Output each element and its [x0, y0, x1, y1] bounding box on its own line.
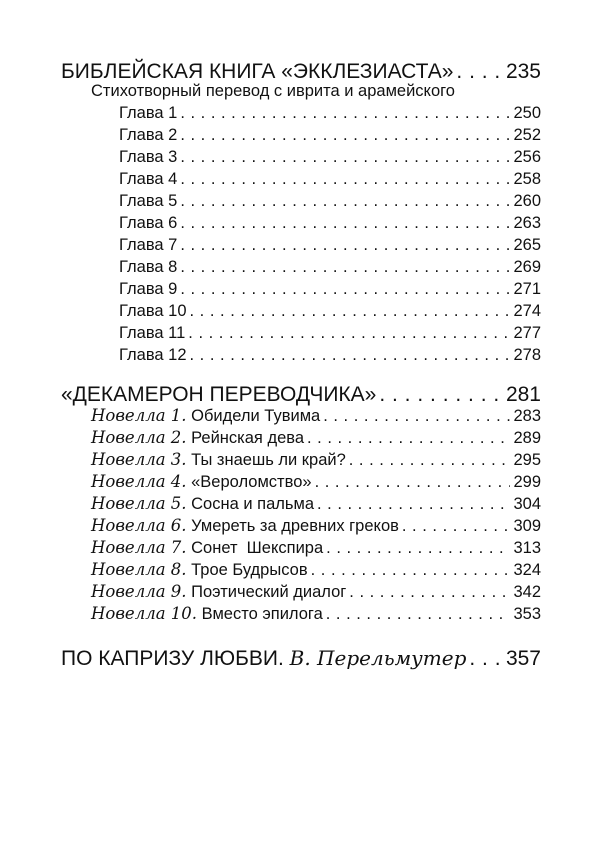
chapter-label: Глава 12 [119, 346, 187, 364]
toc-entry-page: 281 [505, 383, 541, 406]
toc-entry-title: «ДЕКАМЕРОН ПЕРЕВОДЧИКА» [61, 383, 377, 406]
chapter-page: 265 [513, 236, 541, 254]
toc-chapter-7[interactable] [119, 236, 541, 255]
toc-chapter-10[interactable] [119, 302, 541, 321]
novella-title: Трое Будрысов [191, 561, 308, 579]
chapter-label: Глава 1 [119, 104, 178, 122]
chapter-label: Глава 9 [119, 280, 178, 298]
toc-entry-ecclesiastes[interactable] [61, 60, 541, 84]
novella-title: «Вероломство» [191, 473, 312, 491]
dot-leader [180, 236, 510, 255]
toc-chapter-1[interactable] [119, 104, 541, 123]
chapter-label: Глава 5 [119, 192, 178, 210]
toc-entry-page: 235 [505, 60, 541, 83]
chapter-label: Глава 6 [119, 214, 178, 232]
novella-prefix: Новелла 7. [91, 538, 187, 557]
dot-leader [469, 647, 503, 671]
chapter-label: Глава 2 [119, 126, 178, 144]
novella-page: 289 [513, 429, 541, 447]
dot-leader [317, 495, 510, 514]
dot-leader [180, 170, 510, 189]
chapter-page: 250 [513, 104, 541, 122]
toc-entry-page: 357 [505, 647, 541, 670]
novella-prefix: Новелла 1. [91, 406, 187, 425]
novella-prefix: Новелла 6. [91, 516, 187, 535]
novella-title: Сонет Шекспира [191, 539, 324, 557]
novella-page: 324 [513, 561, 541, 579]
dot-leader [190, 346, 511, 365]
chapter-page: 256 [513, 148, 541, 166]
toc-entry-decameron[interactable] [61, 383, 541, 407]
novella-prefix: Новелла 3. [91, 450, 187, 469]
toc-novella-6[interactable] [91, 516, 541, 536]
toc-entry-title: ПО КАПРИЗУ ЛЮБВИ. [61, 647, 284, 670]
dot-leader [379, 383, 503, 407]
dot-leader [180, 104, 510, 123]
chapter-label: Глава 7 [119, 236, 178, 254]
toc-entry-title: БИБЛЕЙСКАЯ КНИГА «ЭККЛЕЗИАСТА» [61, 60, 454, 83]
section-subtitle: Стихотворный перевод с иврита и арамейского [91, 82, 455, 100]
chapter-label: Глава 10 [119, 302, 187, 320]
dot-leader [315, 473, 511, 492]
chapter-page: 271 [513, 280, 541, 298]
toc-novella-8[interactable] [91, 560, 541, 580]
novella-prefix: Новелла 5. [91, 494, 187, 513]
chapter-page: 258 [513, 170, 541, 188]
chapter-label: Глава 8 [119, 258, 178, 276]
chapter-label: Глава 3 [119, 148, 178, 166]
dot-leader [402, 517, 511, 536]
toc-chapter-5[interactable] [119, 192, 541, 211]
chapter-page: 277 [513, 324, 541, 342]
novella-title: Поэтический диалог [191, 583, 347, 601]
novella-title: Умереть за древних греков [191, 517, 399, 535]
toc-chapter-12[interactable] [119, 346, 541, 365]
chapter-page: 263 [513, 214, 541, 232]
chapter-page: 278 [513, 346, 541, 364]
toc-novella-3[interactable] [91, 450, 541, 470]
dot-leader [349, 583, 510, 602]
novella-title: Сосна и пальма [191, 495, 314, 513]
toc-novella-7[interactable] [91, 538, 541, 558]
novella-page: 353 [513, 605, 541, 623]
chapter-page: 260 [513, 192, 541, 210]
toc-novella-4[interactable] [91, 472, 541, 492]
novella-prefix: Новелла 4. [91, 472, 187, 491]
dot-leader [307, 429, 510, 448]
dot-leader [180, 192, 510, 211]
chapter-label: Глава 11 [119, 324, 186, 342]
novella-page: 309 [513, 517, 541, 535]
toc-chapter-3[interactable] [119, 148, 541, 167]
novella-page: 313 [513, 539, 541, 557]
toc-novella-10[interactable] [91, 604, 541, 624]
dot-leader [326, 539, 510, 558]
novella-page: 304 [513, 495, 541, 513]
toc-entry-po-kaprizu-lyubvi[interactable] [61, 646, 541, 671]
novella-prefix: Новелла 10. [91, 604, 198, 623]
toc-chapter-9[interactable] [119, 280, 541, 299]
novella-page: 283 [513, 407, 541, 425]
toc-novella-5[interactable] [91, 494, 541, 514]
toc-chapter-8[interactable] [119, 258, 541, 277]
novella-page: 299 [513, 473, 541, 491]
novella-page: 342 [513, 583, 541, 601]
novella-title: Рейнская дева [191, 429, 304, 447]
novella-prefix: Новелла 8. [91, 560, 187, 579]
toc-chapter-11[interactable] [119, 324, 541, 343]
novella-title: Ты знаешь ли край? [191, 451, 346, 469]
toc-chapter-2[interactable] [119, 126, 541, 145]
dot-leader [180, 126, 510, 145]
novella-page: 295 [513, 451, 541, 469]
chapter-page: 252 [513, 126, 541, 144]
novella-prefix: Новелла 2. [91, 428, 187, 447]
novella-prefix: Новелла 9. [91, 582, 187, 601]
novella-title: Обидели Тувима [191, 407, 321, 425]
dot-leader [180, 214, 510, 233]
dot-leader [180, 148, 510, 167]
dot-leader [180, 258, 510, 277]
toc-novella-2[interactable] [91, 428, 541, 448]
dot-leader [190, 302, 511, 321]
novella-title: Вместо эпилога [201, 605, 323, 623]
dot-leader [326, 605, 511, 624]
toc-novella-1[interactable] [91, 406, 541, 426]
chapter-page: 274 [513, 302, 541, 320]
dot-leader [180, 280, 510, 299]
toc-entry-author: В. Перельмутер [289, 646, 467, 670]
dot-leader [456, 60, 503, 84]
chapter-label: Глава 4 [119, 170, 178, 188]
dot-leader [311, 561, 511, 580]
chapter-page: 269 [513, 258, 541, 276]
dot-leader [349, 451, 511, 470]
toc-novella-9[interactable] [91, 582, 541, 602]
toc-chapter-4[interactable] [119, 170, 541, 189]
dot-leader [188, 324, 510, 343]
dot-leader [323, 407, 510, 426]
toc-chapter-6[interactable] [119, 214, 541, 233]
